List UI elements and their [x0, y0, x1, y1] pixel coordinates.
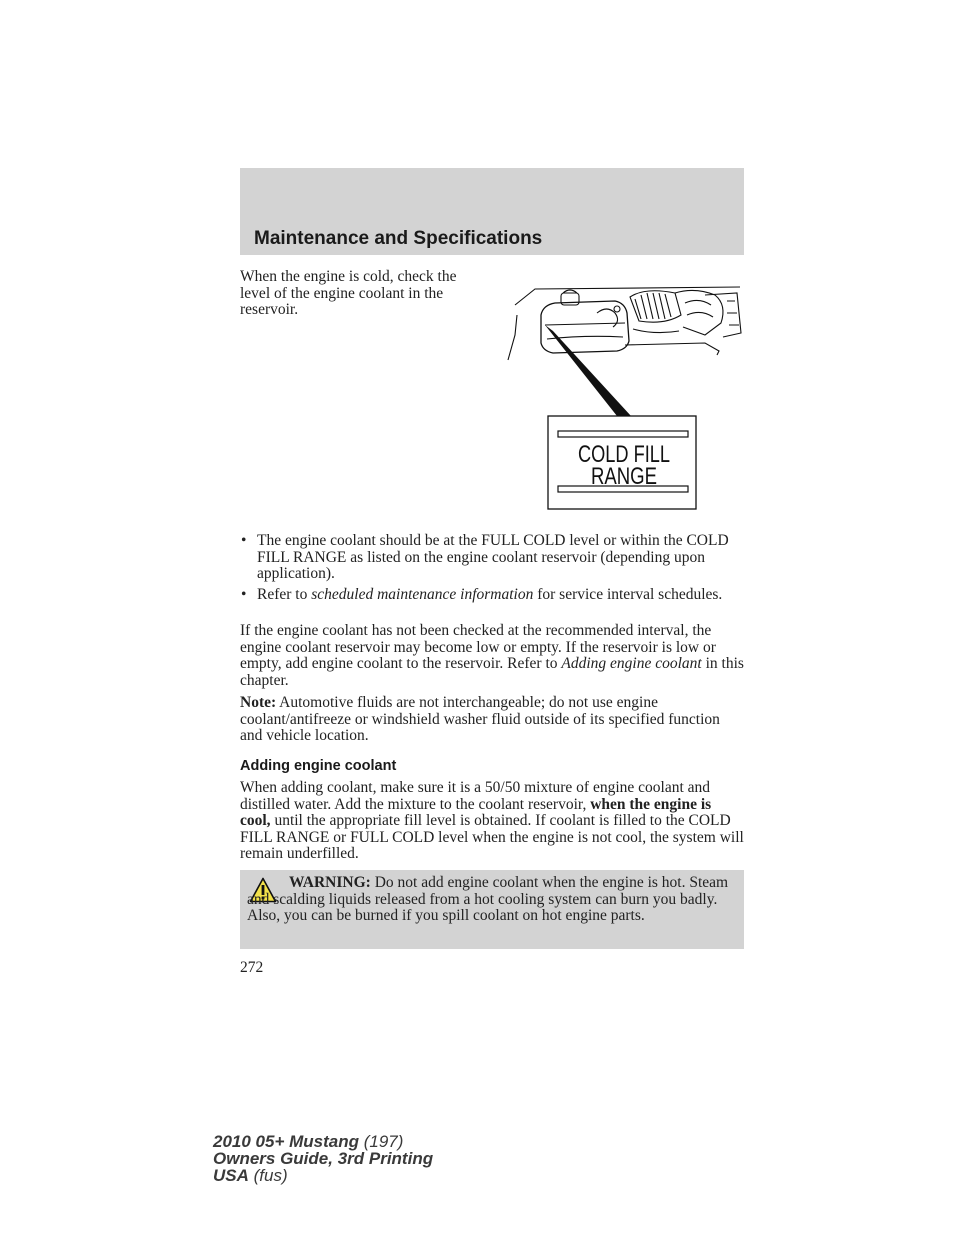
- note-paragraph: [240, 695, 745, 745]
- warning-box: [240, 870, 744, 949]
- warning-label: WARNING:: [289, 874, 371, 891]
- section-title: Maintenance and Specifications: [254, 228, 543, 249]
- engine-bay-drawing: [508, 287, 741, 360]
- note-text: Automotive fluids are not interchangeable; do not use engine coolant/antifreeze or windshield washer fluid outside of its specified function and vehicle location.: [240, 694, 720, 745]
- footer-region-code: (fus): [248, 1166, 288, 1185]
- cross-reference-link: Adding engine coolant: [561, 655, 702, 673]
- paragraph-text: When adding coolant, make sure it is a 50/50 mixture of engine coolant and distilled water. Add the mixture to the coolant reservoir,: [240, 779, 711, 813]
- warning-text: Do not add engine coolant when the engine is hot. Steam and scalding liquids released from a hot cooling system can burn you badly. Also, you can be burned if you spill coolant on hot engine parts.: [247, 874, 729, 925]
- paragraph-text: until the appropriate fill level is obtained. If coolant is filled to the COLD FILL RANGE or FULL COLD level when the engine is not cool, the system will remain underfilled.: [240, 812, 744, 863]
- cold-fill-label-line2: RANGE: [591, 463, 657, 490]
- subheading-adding-coolant: Adding engine coolant: [240, 758, 397, 774]
- warning-text-block: [247, 875, 739, 925]
- coolant-reservoir-illustration: [505, 285, 745, 513]
- bullet-text: The engine coolant should be at the FULL COLD level or within the COLD FILL RANGE as listed on the engine coolant reservoir (depending upon application).: [257, 532, 729, 583]
- cross-reference-link: scheduled maintenance information: [311, 585, 534, 603]
- footer-model: 2010 05+ Mustang: [213, 1132, 359, 1151]
- intro-paragraph: When the engine is cold, check the level of the engine coolant in the reservoir.: [240, 268, 457, 319]
- bullet-text: Refer to: [257, 585, 312, 603]
- page-number: 272: [240, 959, 264, 976]
- bullet-marker: •: [241, 532, 247, 549]
- pointer-wedge: [545, 325, 631, 416]
- coolant-bullet-list: [240, 533, 745, 607]
- bullet-text: for service interval schedules.: [533, 585, 723, 603]
- footer-region: USA: [213, 1166, 249, 1185]
- paragraph-text: in this chapter.: [240, 655, 744, 689]
- cold-fill-label-line1: COLD FILL: [578, 441, 670, 468]
- document-footer: [213, 1133, 433, 1184]
- check-interval-paragraph: [240, 623, 745, 689]
- adding-coolant-paragraph: [240, 780, 745, 863]
- bullet-marker: •: [241, 585, 247, 603]
- list-item: [240, 587, 745, 604]
- footer-model-code: (197): [359, 1132, 404, 1151]
- footer-edition: Owners Guide, 3rd Printing: [213, 1149, 434, 1168]
- fill-line-top: [558, 431, 688, 437]
- note-label: Note:: [240, 694, 277, 711]
- emphasis-text: when the engine is cool,: [240, 795, 712, 830]
- paragraph-text: If the engine coolant has not been checked at the recommended interval, the engine coolant reservoir may become low or empty. If the reservoir is low or empty, add engine coolant to the reservoir. Refer to: [240, 622, 716, 673]
- list-item: [240, 533, 745, 583]
